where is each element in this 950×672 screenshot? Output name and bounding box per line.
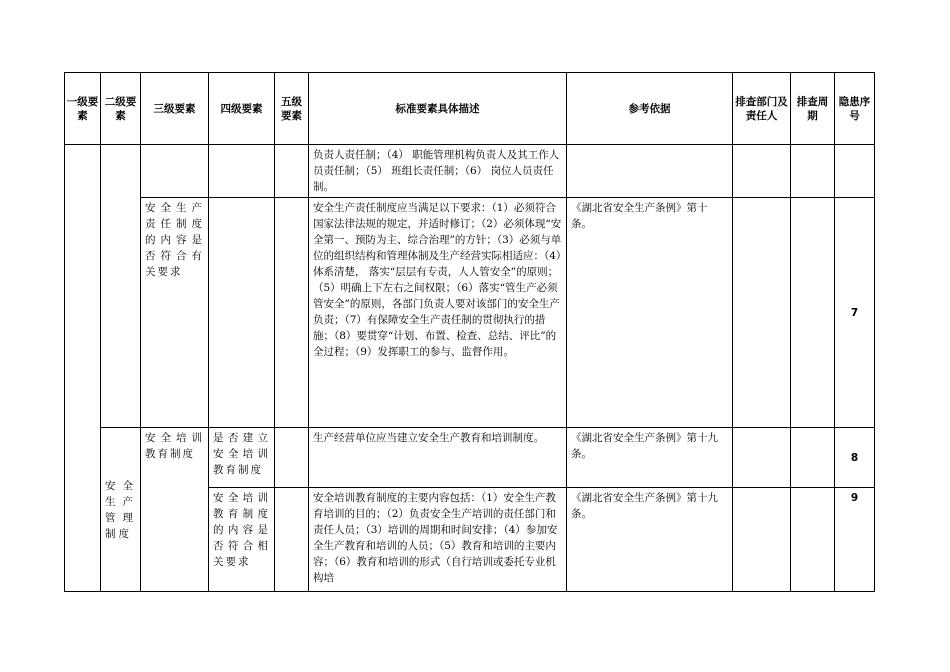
- period-cell: [791, 428, 835, 488]
- department-cell: [733, 198, 791, 428]
- reference-cell: [567, 145, 733, 198]
- department-cell: [733, 428, 791, 488]
- header-department: 排查部门及责任人: [733, 73, 791, 145]
- hazard-no-cell: 9: [835, 488, 875, 592]
- level2-cell: 安全生产管理制度: [101, 428, 141, 592]
- description-cell: 安全生产责任制度应当满足以下要求：（1）必须符合国家法律法规的规定，并适时修订；（2）必须体现“安全第一、预防为主、综合治理”的方针；（3）必须与单位的组织结构和管理体制及生产经营实际相适应：（4）体系清楚， 落实“层层有专责，人人管安全”的原则；（5）明确上下左右之间权限；（6）落实“管生产必须管安全”的原则，各部门负责人要对该部门的安全生产负责；（7）有保障安全生产责任制的贯彻执行的措施；（8）要贯穿“计划、布置、检查、总结、评比”的全过程；（9）发挥职工的参与、监督作用。: [309, 198, 567, 428]
- level5-cell: [275, 145, 309, 198]
- level3-cell: [141, 145, 209, 198]
- hazard-no-cell: 8: [835, 428, 875, 488]
- department-cell: [733, 488, 791, 592]
- reference-cell: 《湖北省安全生产条例》第十九条。: [567, 488, 733, 592]
- hazard-no-cell: [835, 145, 875, 198]
- reference-cell: 《湖北省安全生产条例》第十条。: [567, 198, 733, 428]
- level1-cell: [65, 145, 101, 592]
- header-level4: 四级要素: [209, 73, 275, 145]
- level4-cell: [209, 145, 275, 198]
- level3-cell: 安全生产责任制度的内容是否符合有关要求: [141, 198, 209, 428]
- reference-cell: 《湖北省安全生产条例》第十九条。: [567, 428, 733, 488]
- header-reference: 参考依据: [567, 73, 733, 145]
- header-period: 排查周期: [791, 73, 835, 145]
- period-cell: [791, 198, 835, 428]
- level4-cell: 是否建立安全培训教育制度: [209, 428, 275, 488]
- header-description: 标准要素具体描述: [309, 73, 567, 145]
- table-row: [65, 198, 875, 428]
- level4-cell: [209, 198, 275, 428]
- header-row: [65, 73, 875, 145]
- description-cell: 生产经营单位应当建立安全生产教育和培训制度。: [309, 428, 567, 488]
- level5-cell: [275, 198, 309, 428]
- hazard-no-cell: 7: [835, 198, 875, 428]
- description-cell: 负责人责任制；（4） 职能管理机构负责人及其工作人员责任制；（5） 班组长责任制；（6） 岗位人员责任制。: [309, 145, 567, 198]
- level5-cell: [275, 428, 309, 488]
- header-hazard-no: 隐患序号: [835, 73, 875, 145]
- period-cell: [791, 145, 835, 198]
- level3-cell: 安全培训教育制度: [141, 428, 209, 592]
- level5-cell: [275, 488, 309, 592]
- description-cell: 安全培训教育制度的主要内容包括：（1）安全生产教育培训的目的；（2）负责安全生产培训的责任部门和责任人员；（3）培训的周期和时间安排；（4）参加安全生产教育和培训的人员；（5）教育和培训的主要内容；（6）教育和培训的形式（自行培训或委托专业机构培: [309, 488, 567, 592]
- level2-cell: [101, 145, 141, 428]
- header-level2: 二级要素: [101, 73, 141, 145]
- table-row: [65, 428, 875, 488]
- period-cell: [791, 488, 835, 592]
- hazard-checklist-table: [64, 72, 875, 592]
- table-row: [65, 145, 875, 198]
- level4-cell: 安全培训教育制度的内容是否符合相关要求: [209, 488, 275, 592]
- header-level1: 一级要素: [65, 73, 101, 145]
- header-level5: 五级要素: [275, 73, 309, 145]
- department-cell: [733, 145, 791, 198]
- header-level3: 三级要素: [141, 73, 209, 145]
